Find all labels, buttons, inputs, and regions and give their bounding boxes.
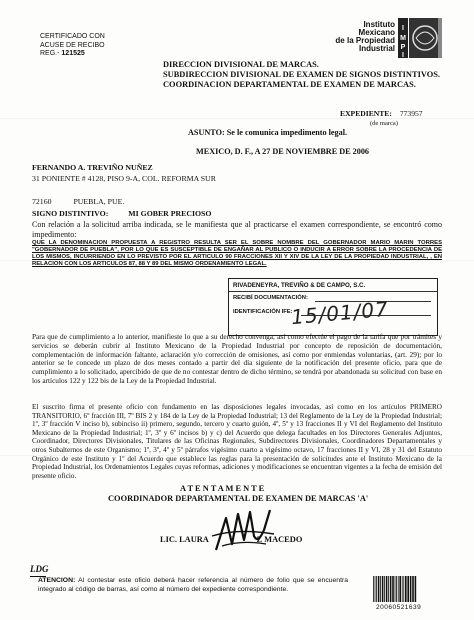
- stamp-firm: RIVADENEYRA, TREVIÑO & DE CAMPO, S.C.: [233, 282, 366, 289]
- atencion-text: Al contestar este oficio deberá hacer referencia al número de folio que se encuentra integrado al código de barras, así como al número del expediente correspondiente.: [38, 577, 348, 593]
- body-paragraph-2: El suscrito firma el presente oficio con fundamento en las disposiciones legales invocadas, así como en los artículos PRIMERO TRANSITORIO, 6º fracción III, 7º BIS 2 y 184 de la Ley de la Propiedad Industrial; 13 del Reglamento de la Ley de la Propiedad Industrial; 1º, 3º fracción V inciso b), subinciso ii) primero, segundo, tercero y cuarto guión, 4º, 5º y 13 fracciones II y VI del Reglamento del Instituto Mexicano de la Propiedad Industrial; 1º, 3º y 6º incisos b) y c) del Acuerdo que delega facultades en los Directores Generales Adjuntos, Coordinador, Directores Divisionales, Titulares de las Oficinas Regionales, Subdirectores Divisionales, Coordinadores Departamentales y otros Subalternos de este Organismo; 1º, 3º, 4º y 5º párrafos vigésimo cuarto a vigésimo octavo, 17 fracciones II y VI, 28 y 31 del Estatuto Orgánico de este Instituto y 1º del Acuerdo que establece las reglas para la presentación de solicitudes ante el Instituto Mexicano de la Propiedad Industrial, los Ordenamientos Legales cuyas reformas, adiciones y modificaciones se encuentran vigentes a la fecha de emisión del presente oficio.: [32, 403, 442, 480]
- closing-title: COORDINADOR DEPARTAMENTAL DE EXAMEN DE MARCAS 'A': [108, 494, 369, 503]
- registration: [40, 50, 140, 59]
- recipient-city-row: [32, 196, 352, 207]
- barcode-number: 20060521639: [376, 604, 422, 611]
- certificate-line-2: ACUSE DE RECIBO: [40, 41, 105, 49]
- handwritten-signature: [208, 500, 278, 556]
- heading-subdivision: SUBDIRECCION DIVISIONAL DE EXAMEN DE SIGNOS DISTINTIVOS.: [163, 70, 440, 79]
- stamp-id-label: IDENTIFICACIÓN IFE:: [233, 309, 293, 315]
- recipient-address: 31 PONIENTE # 4128, PISO 9-A, COL. REFORMA SUR: [32, 174, 216, 183]
- impediment-text: QUE LA DENOMINACION PROPUESTA A REGISTRO RESULTA SER EL SOBRE NOMBRE DEL GOBERNADOR MARIO MARIN TORRES "GOBERNADOR DE PUEBLA", POR LO QUE ES SUSCEPTIBLE DE ENGAÑAR AL PUBLICO O INDUCIR A ERROR SOBRE LA PROCEDENCIA DE LOS MISMOS, INCURRIENDO EN LO PREVISTO POR EL ARTICULO 90 FRACCIONES XII Y XIV DE LA LEY DE LA PROPIEDAD INDUSTRIAL, , EN RELACION CON LOS ARTICULOS 87, 88 Y 89 DEL MISMO ORDENAMIENTO LEGAL.: [32, 240, 442, 267]
- expediente-sub: (de marca): [370, 120, 398, 127]
- registration-label: REG.-: [40, 50, 60, 57]
- signo-value: MI GOBER PRECIOSO: [128, 209, 212, 218]
- atencion-note: [38, 577, 348, 594]
- recipient-postal-code: 72160: [32, 197, 52, 206]
- atentamente: A T E N T A M E N T E: [180, 484, 265, 493]
- institute-line-2: Mexicano: [358, 28, 395, 37]
- atencion-label: ATENCION:: [38, 577, 76, 584]
- svg-text:I: I: [402, 52, 404, 58]
- expediente: [340, 109, 423, 118]
- svg-text:M: M: [400, 35, 406, 42]
- reception-stamp: [228, 278, 438, 336]
- impi-logo: [398, 18, 442, 58]
- svg-text:P: P: [400, 44, 406, 51]
- asunto-text: Se le comunica impedimento legal.: [226, 128, 348, 137]
- signer-name: [160, 535, 340, 544]
- intro-paragraph: Con relación a la solicitud arriba indicada, se le manifiesta que al practicarse el examen correspondiente, se encontró como impedimento:: [32, 220, 442, 239]
- initials: LDG: [30, 564, 49, 574]
- certificate-block: [40, 33, 140, 59]
- signo-distintivo: [32, 209, 211, 218]
- heading-coordination: COORDINACION DEPARTAMENTAL DE EXAMEN DE MARCAS.: [163, 80, 416, 89]
- institute-line-4: Industrial: [358, 44, 395, 53]
- recipient-name: FERNANDO A. TREVIÑO NUÑEZ: [32, 163, 153, 172]
- institute-line-3: de la Propiedad: [335, 36, 395, 45]
- institute-line-1: Instituto: [363, 20, 395, 29]
- expediente-value: 773957: [399, 109, 423, 118]
- barcode: [372, 576, 440, 602]
- office-heading: [163, 60, 443, 90]
- date-line: MEXICO, D. F., A 27 DE NOVIEMBRE DE 2006: [196, 147, 370, 156]
- stamp-handwritten-date: 15/01/07: [290, 296, 390, 330]
- stamp-doc-label: RECIBÍ DOCUMENTACIÓN:: [233, 295, 308, 301]
- barcode-bars: [372, 576, 440, 602]
- svg-text:I: I: [402, 25, 404, 32]
- body-paragraph-1: Para que de cumplimiento a lo anterior, manifieste lo que a su derecho convenga, así como efectúe el pago de la tarifa que por trámites y servicios se deberán cubrir al Instituto Mexicano de la Propiedad Industrial por concepto de reposición de documentación, complementación de información faltante, aclaración y/o corrección de omisiones, así como por enmiendas voluntarias, (art. 29); por lo anterior se le concede un plazo de dos meses contado a partir del día siguiente de la notificación del presente oficio, para que de cumplimiento a lo solicitado, apercibido de que de no contestar dentro de dicho término, se tendrá por abandonada su solicitud con base en los artículos 122 y 122 bis de la Ley de la Propiedad Industrial.: [32, 332, 442, 385]
- signo-label: SIGNO DISTINTIVO:: [32, 209, 109, 218]
- asunto-label: ASUNTO:: [188, 128, 225, 137]
- institute-name: [315, 21, 395, 53]
- signer-last: Z MACEDO: [256, 535, 303, 544]
- expediente-label: EXPEDIENTE:: [340, 109, 392, 118]
- recipient-city: PUEBLA, PUE.: [73, 197, 125, 206]
- signer-first: LIC. LAURA: [160, 535, 209, 544]
- recipient-block: [32, 162, 352, 207]
- heading-division: DIRECCION DIVISIONAL DE MARCAS.: [163, 60, 319, 69]
- certificate-line-1: CERTIFICADO CON: [40, 33, 105, 40]
- registration-number: 121525: [61, 50, 85, 57]
- asunto: [188, 128, 347, 137]
